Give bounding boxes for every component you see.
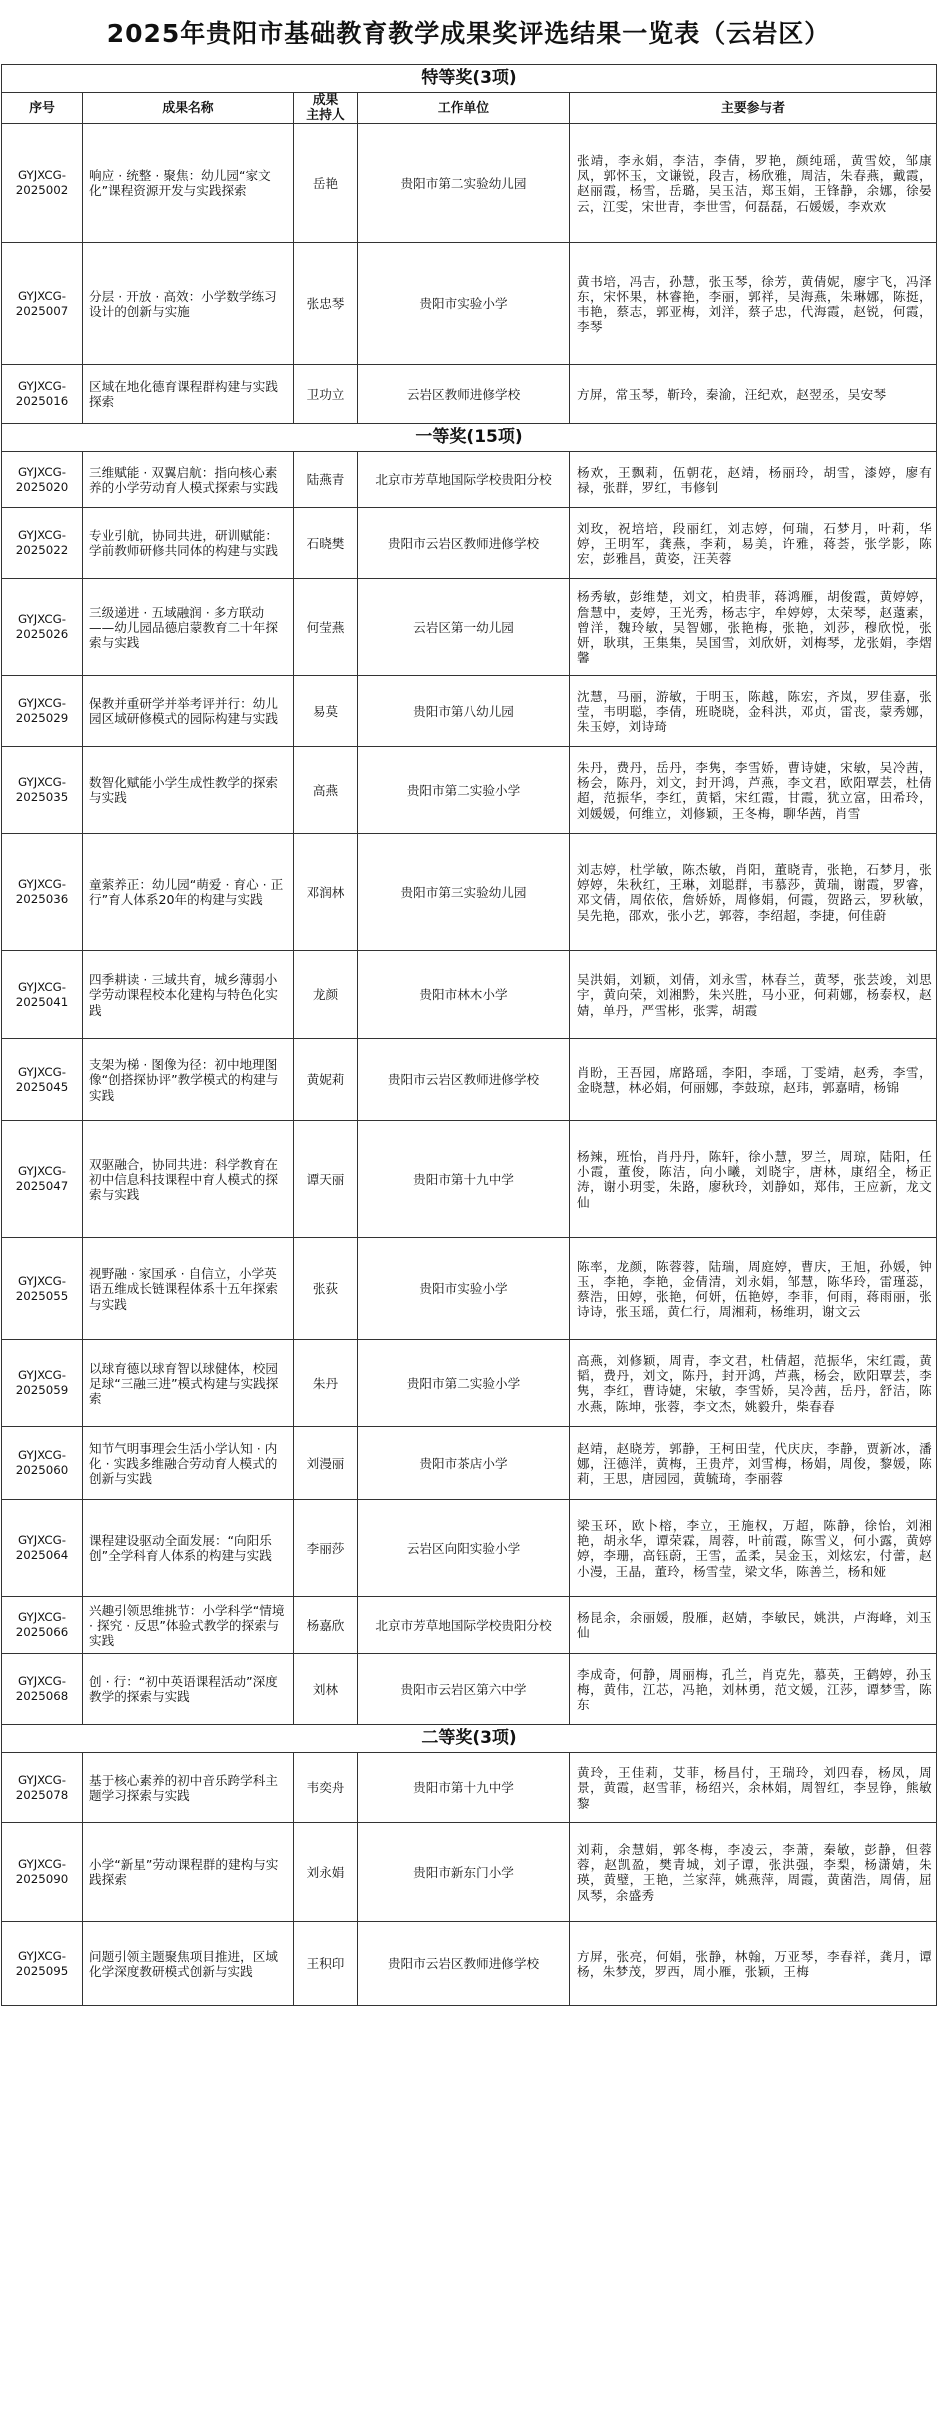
table-row <box>2 579 937 676</box>
result-code: GYJXCG- 2025007 <box>2 243 83 365</box>
result-unit: 贵阳市云岩区教师进修学校 <box>358 1039 570 1121</box>
table-row <box>2 1922 937 2006</box>
table-row <box>2 1238 937 1340</box>
table-row <box>2 1597 937 1654</box>
result-code: GYJXCG- 2025036 <box>2 834 83 951</box>
result-code: GYJXCG- 2025035 <box>2 747 83 834</box>
table-row <box>2 1121 937 1238</box>
result-code: GYJXCG- 2025059 <box>2 1340 83 1427</box>
result-code: GYJXCG- 2025055 <box>2 1238 83 1340</box>
result-unit: 北京市芳草地国际学校贵阳分校 <box>358 1597 570 1654</box>
col-header-code <box>2 93 83 124</box>
result-unit: 贵阳市云岩区教师进修学校 <box>358 1922 570 2006</box>
result-members: 李成奇，何静，周丽梅，孔兰，肖克先，慕英，王鹤婷，孙玉梅，黄伟，江芯，冯艳，刘林勇，范文媛，江莎，谭梦雪，陈东 <box>570 1654 937 1725</box>
result-members: 杨欢，王飘莉，伍朝花，赵靖，杨丽玲，胡雪，漆婷，廖有禄，张群，罗红，韦修钊 <box>570 452 937 508</box>
result-unit: 贵阳市新东门小学 <box>358 1823 570 1922</box>
result-host: 朱丹 <box>294 1340 358 1427</box>
table-row <box>2 365 937 424</box>
result-code: GYJXCG- 2025060 <box>2 1427 83 1500</box>
section-row <box>2 424 937 452</box>
result-code: GYJXCG- 2025078 <box>2 1753 83 1823</box>
result-name: 创 · 行：“初中英语课程活动”深度教学的探索与实践 <box>83 1654 294 1725</box>
col-header-members <box>570 93 937 124</box>
result-members: 方屏，常玉琴，靳玲，秦渝，汪纪欢，赵翌丞，吴安琴 <box>570 365 937 424</box>
result-members: 黄书培，冯吉，孙慧，张玉琴，徐芳，黄倩妮，廖宇飞，冯泽东，宋怀果，林睿艳，李丽，郭祥，吴海燕，朱琳娜，陈挺，韦艳，蔡志，郭亚梅，刘洋，蔡子忠，代海霞，赵锐，何霞，李琴 <box>570 243 937 365</box>
result-name: 视野融 · 家国承 · 自信立，小学英语五维成长链课程体系十五年探索与实践 <box>83 1238 294 1340</box>
result-members: 黄玲，王佳莉，艾菲，杨昌付，王瑞玲，刘四春，杨凤，周景，黄霞，赵雪菲，杨绍兴，余林娟，周智红，李昱铮，熊敏黎 <box>570 1753 937 1823</box>
result-members: 杨秀敏，彭维楚，刘文，柏贵菲，蒋鸿雁，胡俊霞，黄婷婷，詹慧中，麦婷，王光秀，杨志宇，牟婷婷，太荣琴，赵薳素，曾洋，魏玲敏，吴智娜，张艳梅，张艳，刘莎，穆欣悦，张妍，耿琪，王集集，吴国雪，刘欣妍，刘梅琴，龙张娟，李熠馨 <box>570 579 937 676</box>
result-code: GYJXCG- 2025002 <box>2 124 83 243</box>
table-row <box>2 1500 937 1597</box>
result-members: 沈慧，马丽，游敏，于明玉，陈越，陈宏，齐岚，罗佳嘉，张莹，韦明聪，李倩，班晓晓，金科洪，邓贞，雷丧，蒙秀娜，朱玉婷，刘诗琦 <box>570 676 937 747</box>
table-row <box>2 1039 937 1121</box>
result-name: 三级递进 · 五域融润 · 多方联动——幼儿园品德启蒙教育二十年探索与实践 <box>83 579 294 676</box>
result-unit: 贵阳市林木小学 <box>358 951 570 1039</box>
result-host: 岳艳 <box>294 124 358 243</box>
result-members: 梁玉环，欧卜榕，李立，王施权，万超，陈静，徐怡，刘湘艳，胡永华，谭荣霖，周蓉，叶前霞，陈雪义，何小露，黄婷婷，李珊，高钰蔚，王雪，孟柔，吴金玉，刘炫宏，付蕾，赵小漫，王晶，董玲，杨雪莹，梁文华，陈善兰，杨和娅 <box>570 1500 937 1597</box>
col-header-name-text: 成果名称 <box>162 100 214 116</box>
results-table-body <box>2 65 937 2006</box>
header-row <box>2 93 937 124</box>
result-name: 童萦养正：幼儿园“萌爱 · 育心 · 正行”育人体系20年的构建与实践 <box>83 834 294 951</box>
results-table <box>1 64 937 2006</box>
col-header-code-text: 序号 <box>29 100 55 116</box>
result-code: GYJXCG- 2025041 <box>2 951 83 1039</box>
result-host: 李丽莎 <box>294 1500 358 1597</box>
result-unit: 贵阳市第十九中学 <box>358 1121 570 1238</box>
result-code: GYJXCG- 2025068 <box>2 1654 83 1725</box>
col-header-name <box>83 93 294 124</box>
result-members: 刘莉，余慧娟，郭冬梅，李凌云，李萧，秦敏，彭静，但蓉蓉，赵凯盈，樊青城，刘子谭，张洪强，李梨，杨潇婧，朱瑛，黄璧，王艳，兰家萍，姚燕萍，周霞，黄菌浩，周倩，屈凤琴，余盛秀 <box>570 1823 937 1922</box>
col-header-unit-text: 工作单位 <box>437 100 490 116</box>
section-title: 二等奖(3项) <box>2 1725 937 1753</box>
result-unit: 云岩区向阳实验小学 <box>358 1500 570 1597</box>
result-name: 三维赋能 · 双翼启航：指向核心素养的小学劳动育人模式探索与实践 <box>83 452 294 508</box>
result-name: 兴趣引领思维挑节：小学科学“情境 · 探究 · 反思”体验式教学的探索与实践 <box>83 1597 294 1654</box>
result-unit: 贵阳市第二实验小学 <box>358 1340 570 1427</box>
result-unit: 贵阳市第二实验小学 <box>358 747 570 834</box>
col-header-host <box>294 93 358 124</box>
result-name: 基于核心素养的初中音乐跨学科主题学习探索与实践 <box>83 1753 294 1823</box>
result-name: 双驱融合，协同共进：科学教育在初中信息科技课程中育人模式的探索与实践 <box>83 1121 294 1238</box>
result-name: 问题引领主题聚焦项目推进，区域化学深度教研模式创新与实践 <box>83 1922 294 2006</box>
table-row <box>2 508 937 579</box>
result-code: GYJXCG- 2025026 <box>2 579 83 676</box>
result-host: 谭天丽 <box>294 1121 358 1238</box>
result-name: 以球育德以球育智以球健体，校园足球“三融三进”模式构建与实践探索 <box>83 1340 294 1427</box>
table-row <box>2 951 937 1039</box>
table-row <box>2 243 937 365</box>
result-host: 石晓樊 <box>294 508 358 579</box>
table-row <box>2 747 937 834</box>
result-code: GYJXCG- 2025029 <box>2 676 83 747</box>
result-members: 张靖，李永娟，李洁，李倩，罗艳，颜纯瑶，黄雪姣，邹康凤，郭怀玉，文谦锐，段吉，杨欣雅，周洁，朱春燕，戴霞，赵丽霞，杨雪，岳璐，吴玉洁，郑玉娟，王锋静，余娜，徐晏云，江雯，宋世青，李世雪，何磊磊，石媛媛，李欢欢 <box>570 124 937 243</box>
result-code: GYJXCG- 2025022 <box>2 508 83 579</box>
result-host: 龙颜 <box>294 951 358 1039</box>
result-name: 知节气明事理会生活小学认知 · 内化 · 实践多维融合劳动育人模式的创新与实践 <box>83 1427 294 1500</box>
result-code: GYJXCG- 2025047 <box>2 1121 83 1238</box>
table-row <box>2 1340 937 1427</box>
result-unit: 贵阳市茶店小学 <box>358 1427 570 1500</box>
result-host: 黄妮莉 <box>294 1039 358 1121</box>
result-members: 吴洪娟，刘颖，刘倩，刘永雪，林春兰，黄琴，张芸竣，刘思宇，黄向荣，刘湘黔，朱兴胜，马小亚，何莉娜，杨泰权，赵婧，单丹，严雪彬，张霁，胡霞 <box>570 951 937 1039</box>
result-members: 朱丹，费丹，岳丹，李隽，李雪娇，曹诗婕，宋敏，吴冷茜，杨会，陈丹，刘文，封开鸿，芦燕，李文君，欧阳覃芸，杜倩超，范振华，李红，黄韬，宋红霞，甘霞，犹立富，田希玲，刘媛媛，何维立，刘修颖，王冬梅，聊华茜，肖雪 <box>570 747 937 834</box>
document-title: 2025年贵阳市基础教育教学成果奖评选结果一览表（云岩区） <box>106 19 831 48</box>
result-unit: 贵阳市云岩区第六中学 <box>358 1654 570 1725</box>
result-unit: 贵阳市云岩区教师进修学校 <box>358 508 570 579</box>
result-host: 张荻 <box>294 1238 358 1340</box>
section-title: 一等奖(15项) <box>2 424 937 452</box>
table-row <box>2 124 937 243</box>
result-host: 陆燕青 <box>294 452 358 508</box>
result-unit: 云岩区第一幼儿园 <box>358 579 570 676</box>
result-members: 杨辣，班怡，肖丹丹，陈轩，徐小慧，罗兰，周琼，陆阳，任小霞，董俊，陈洁，向小曦，刘晓宇，唐林，康绍全，杨正涛，谢小玥雯，朱路，廖秋玲，刘静如，郑伟，王应新，龙文仙 <box>570 1121 937 1238</box>
result-host: 卫功立 <box>294 365 358 424</box>
result-unit: 贵阳市实验小学 <box>358 1238 570 1340</box>
result-host: 韦奕舟 <box>294 1753 358 1823</box>
result-name: 数智化赋能小学生成性教学的探索与实践 <box>83 747 294 834</box>
result-code: GYJXCG- 2025020 <box>2 452 83 508</box>
col-header-host-text: 成果 <box>312 93 339 108</box>
result-host: 刘漫丽 <box>294 1427 358 1500</box>
table-row <box>2 1654 937 1725</box>
result-host: 邓润林 <box>294 834 358 951</box>
result-code: GYJXCG- 2025090 <box>2 1823 83 1922</box>
result-members: 方屏，张亮，何娟，张静，林翰，万亚琴，李春祥，龚月，谭杨，朱梦茂，罗西，周小雁，张颖，王梅 <box>570 1922 937 2006</box>
result-name: 保教并重研学并举考评并行：幼儿园区域研修模式的园际构建与实践 <box>83 676 294 747</box>
result-host: 杨嘉欣 <box>294 1597 358 1654</box>
result-members: 高燕，刘修颖，周青，李文君，杜倩超，范振华，宋红霞，黄韬，费丹，刘文，陈丹，封开鸿，芦燕，杨会，欧阳覃芸，李隽，李红，曹诗婕，宋敏，李雪娇，吴冷茜，岳丹，舒洁，陈水燕，陈坤，张蓉，李文杰，姚毅升，柴春春 <box>570 1340 937 1427</box>
section-row <box>2 65 937 93</box>
result-members: 刘志婷，杜学敏，陈杰敏，肖阳，董晓青，张艳，石梦月，张婷婷，朱秋红，王琳，刘聪群，韦慕莎，黄瑞，谢霞，罗睿，邓文倩，周依依，詹娇娇，周修娟，何霞，贺路云，罗秋敏，吴先艳，邵欢，张小艺，郭蓉，李绍超，李捷，何佳蔚 <box>570 834 937 951</box>
result-host: 张忠琴 <box>294 243 358 365</box>
result-code: GYJXCG- 2025045 <box>2 1039 83 1121</box>
result-code: GYJXCG- 2025016 <box>2 365 83 424</box>
result-members: 陈率，龙颜，陈蓉蓉，陆瑞，周庭婷，曹庆，王旭，孙媛，钟玉，李艳，李艳，金倩清，刘永娟，邹慧，陈华玲，雷瑾蕊，蔡浩，田婷，张艳，何妍，伍艳婷，李菲，何雨，蒋雨丽，张诗诗，张玉瑶，黄仁行，周湘莉，杨维玥，谢文云 <box>570 1238 937 1340</box>
table-row <box>2 452 937 508</box>
result-name: 课程建设驱动全面发展：“向阳乐创”全学科育人体系的构建与实践 <box>83 1500 294 1597</box>
result-name: 响应 · 统整 · 聚焦：幼儿园“家文化”课程资源开发与实践探索 <box>83 124 294 243</box>
result-members: 赵靖，赵晓芳，郭静，王柯田莹，代庆庆，李静，贾新冰，潘娜，汪德洋，黄梅，王贵芹，刘雪梅，杨娟，周俊，黎媛，陈莉，王思，唐园园，黄毓琦，李丽蓉 <box>570 1427 937 1500</box>
table-row <box>2 1753 937 1823</box>
result-host: 刘永娟 <box>294 1823 358 1922</box>
section-row <box>2 1725 937 1753</box>
result-name: 分层 · 开放 · 高效：小学数学练习设计的创新与实施 <box>83 243 294 365</box>
col-header-unit <box>358 93 570 124</box>
result-host: 何莹燕 <box>294 579 358 676</box>
result-host: 刘林 <box>294 1654 358 1725</box>
result-code: GYJXCG- 2025095 <box>2 1922 83 2006</box>
result-members: 刘玫，祝培培，段丽红，刘志婷，何瑞，石梦月，叶莉，华婷，王明军，龚燕，李莉，易美，许雅，蒋荟，张学影，陈宏，彭雅昌，黄姿，汪芙蓉 <box>570 508 937 579</box>
result-name: 区域在地化德育课程群构建与实践探索 <box>83 365 294 424</box>
result-host: 高燕 <box>294 747 358 834</box>
result-unit: 贵阳市第二实验幼儿园 <box>358 124 570 243</box>
section-title: 特等奖(3项) <box>2 65 937 93</box>
result-unit: 贵阳市第十九中学 <box>358 1753 570 1823</box>
result-members: 杨昆余，余丽媛，殷雁，赵婧，李敏民，姚洪，卢海峰，刘玉仙 <box>570 1597 937 1654</box>
col-header-host-text: 主持人 <box>306 108 345 124</box>
result-unit: 贵阳市第三实验幼儿园 <box>358 834 570 951</box>
table-row <box>2 1823 937 1922</box>
result-name: 四季耕读 · 三域共育，城乡薄弱小学劳动课程校本化建构与特色化实践 <box>83 951 294 1039</box>
result-name: 小学“新星”劳动课程群的建构与实践探索 <box>83 1823 294 1922</box>
col-header-members-text: 主要参与者 <box>721 100 786 116</box>
table-row <box>2 676 937 747</box>
result-host: 王积印 <box>294 1922 358 2006</box>
result-code: GYJXCG- 2025066 <box>2 1597 83 1654</box>
table-row <box>2 834 937 951</box>
result-host: 易莫 <box>294 676 358 747</box>
result-unit: 贵阳市第八幼儿园 <box>358 676 570 747</box>
result-unit: 贵阳市实验小学 <box>358 243 570 365</box>
table-row <box>2 1427 937 1500</box>
result-name: 支架为梯 · 图像为径：初中地理图像“创搭探协评”教学模式的构建与实践 <box>83 1039 294 1121</box>
result-members: 肖盼，王吾园，席路瑶，李阳，李瑶，丁雯靖，赵秀，李雪，金晓慧，林必娟，何丽娜，李鼓琼，赵玮，郭嘉晴，杨锦 <box>570 1039 937 1121</box>
result-unit: 云岩区教师进修学校 <box>358 365 570 424</box>
result-code: GYJXCG- 2025064 <box>2 1500 83 1597</box>
result-unit: 北京市芳草地国际学校贵阳分校 <box>358 452 570 508</box>
result-name: 专业引航，协同共进，研训赋能：学前教师研修共同体的构建与实践 <box>83 508 294 579</box>
